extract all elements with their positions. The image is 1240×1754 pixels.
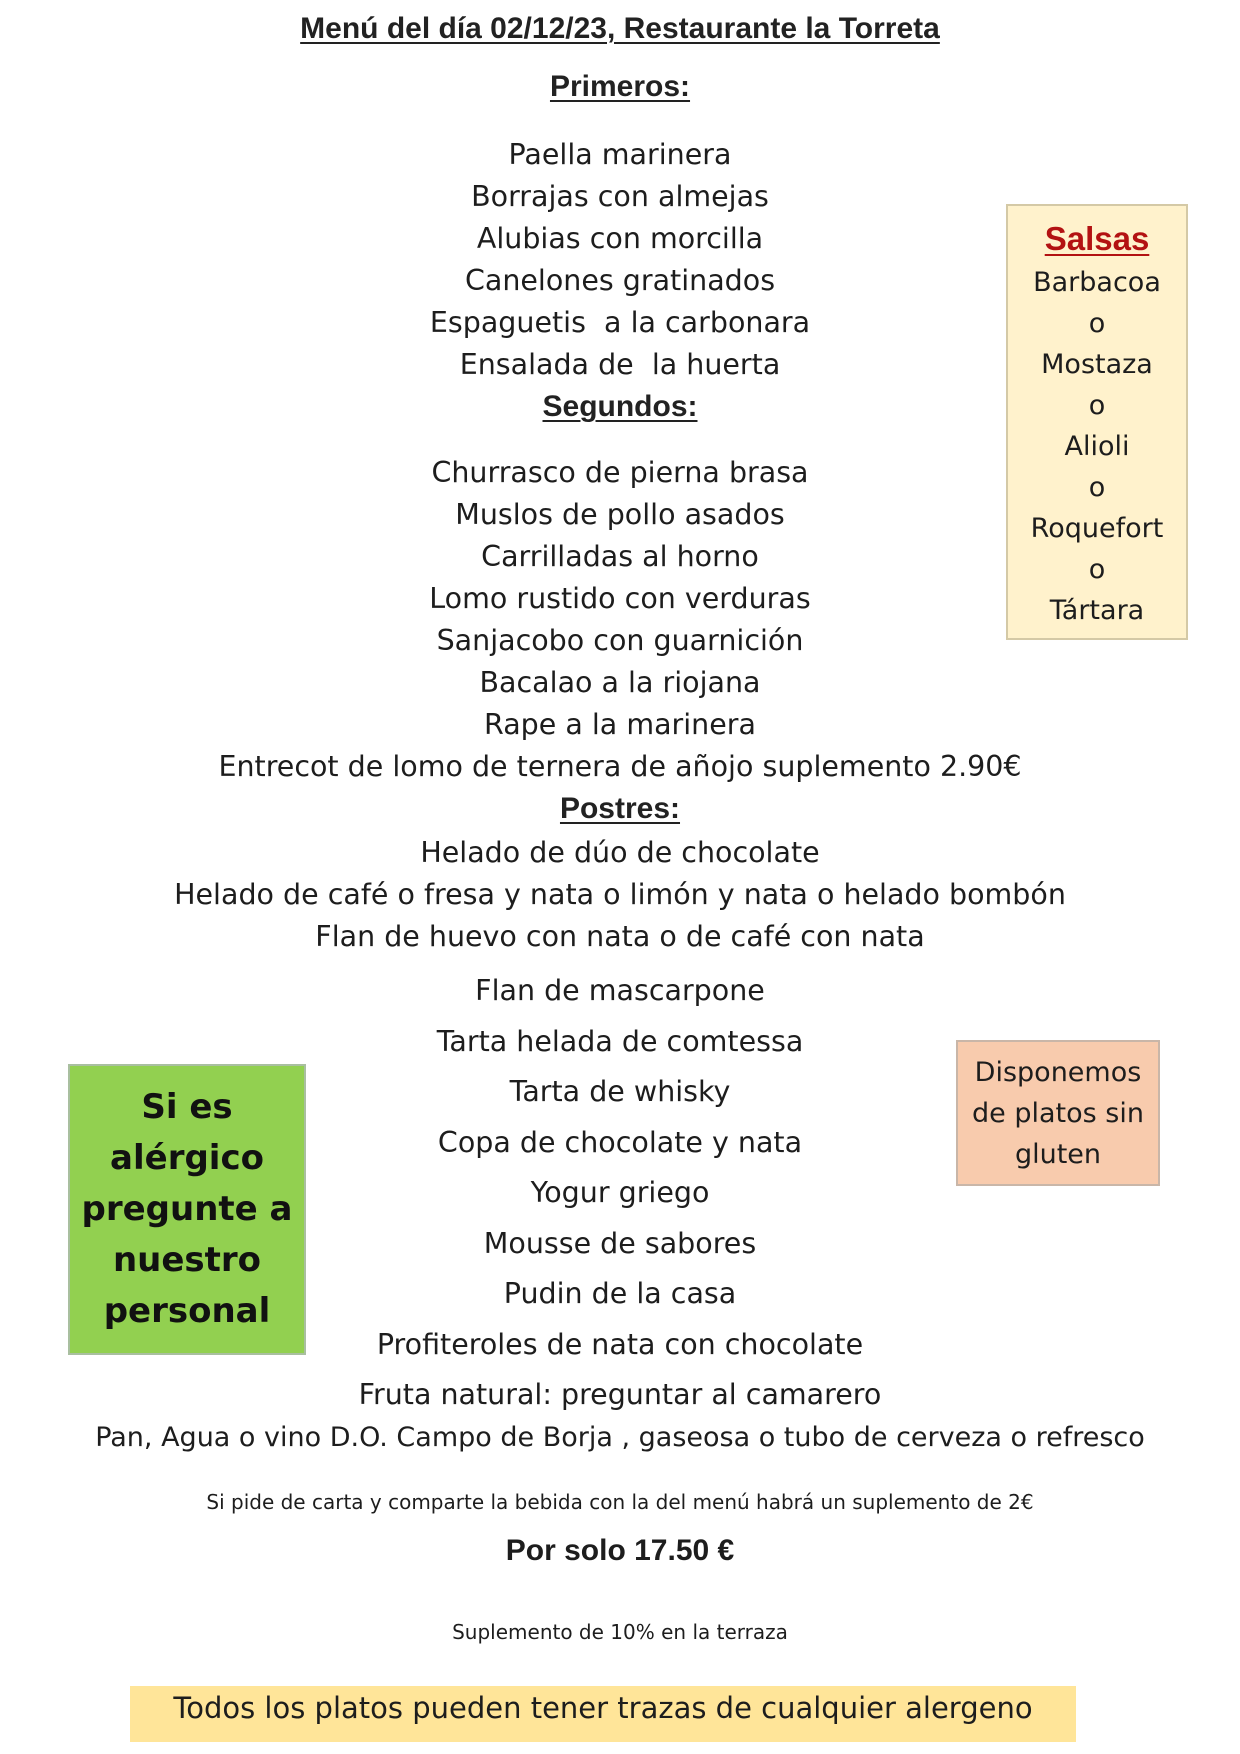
menu-price: Por solo 17.50 € (505, 1534, 735, 1567)
list-item: Profiteroles de nata con chocolate (376, 1327, 864, 1361)
salsas-box (1006, 204, 1188, 640)
gluten-notice-box (956, 1040, 1160, 1186)
allergy-notice: Si es alérgico pregunte a nuestro personal (81, 1087, 293, 1331)
list-item: Flan de mascarpone (475, 974, 765, 1007)
salsas-list (1008, 262, 1186, 631)
list-item: Sanjacobo con guarnición (436, 624, 804, 657)
list-item: Helado de dúo de chocolate (420, 836, 820, 869)
list-item: Borrajas con almejas (471, 180, 769, 213)
list-item: o (1088, 554, 1106, 585)
list-item: Rape a la marinera (484, 708, 756, 741)
list-item: Churrasco de pierna brasa (431, 456, 809, 489)
list-item: Entrecot de lomo de ternera de añojo suplemento 2.90€ (218, 750, 1022, 783)
list-item: Muslos de pollo asados (455, 498, 785, 531)
list-item: Yogur griego (530, 1176, 710, 1209)
gluten-notice: Disponemos de platos sin gluten (972, 1056, 1144, 1170)
list-item: o (1088, 308, 1106, 339)
list-item: Tártara (1049, 595, 1145, 626)
list-item: Fruta natural: preguntar al camarero (358, 1378, 882, 1411)
list-item: Alubias con morcilla (476, 222, 764, 255)
list-item: Pudin de la casa (503, 1277, 737, 1310)
list-item: Mousse de sabores (483, 1226, 757, 1260)
postres-heading: Postres: (559, 792, 681, 825)
list-item: Roquefort (1030, 513, 1164, 544)
allergen-traces-banner: Todos los platos pueden tener trazas de cualquier alergeno (130, 1686, 1076, 1742)
list-item: Ensalada de la huerta (459, 348, 781, 381)
list-item: Espaguetis a la carbonara (429, 306, 811, 339)
list-item: Lomo rustido con verduras (429, 582, 811, 615)
list-item: Barbacoa (1033, 267, 1161, 298)
bebida-supplement-note: Si pide de carta y comparte la bebida con la del menú habrá un suplemento de 2€ (206, 1490, 1034, 1514)
page-title: Menú del día 02/12/23, Restaurante la Torreta (300, 12, 940, 45)
list-item: Bacalao a la riojana (479, 666, 761, 699)
postres-list-top (0, 832, 1240, 958)
primeros-heading: Primeros: (549, 70, 691, 103)
list-item: o (1088, 472, 1106, 503)
allergy-notice-box (68, 1064, 306, 1355)
list-item: Paella marinera (508, 138, 732, 171)
list-item: Tarta helada de comtessa (436, 1024, 804, 1058)
list-item: Carrilladas al horno (481, 540, 759, 573)
terraza-supplement-note: Suplemento de 10% en la terraza (452, 1620, 788, 1644)
list-item: Flan de huevo con nata o de café con nata (315, 920, 925, 953)
salsas-title: Salsas (1044, 220, 1150, 257)
list-item: Tarta de whisky (509, 1075, 731, 1108)
segundos-heading: Segundos: (542, 390, 698, 423)
list-item: Helado de café o fresa y nata o limón y nata o helado bombón (174, 878, 1066, 911)
list-item: Copa de chocolate y nata (437, 1125, 803, 1159)
drinks-line: Pan, Agua o vino D.O. Campo de Borja , gaseosa o tubo de cerveza o refresco (95, 1422, 1145, 1453)
list-item: o (1088, 390, 1106, 421)
list-item: Alioli (1064, 431, 1130, 462)
list-item: Canelones gratinados (464, 264, 776, 297)
list-item: Mostaza (1041, 349, 1153, 380)
